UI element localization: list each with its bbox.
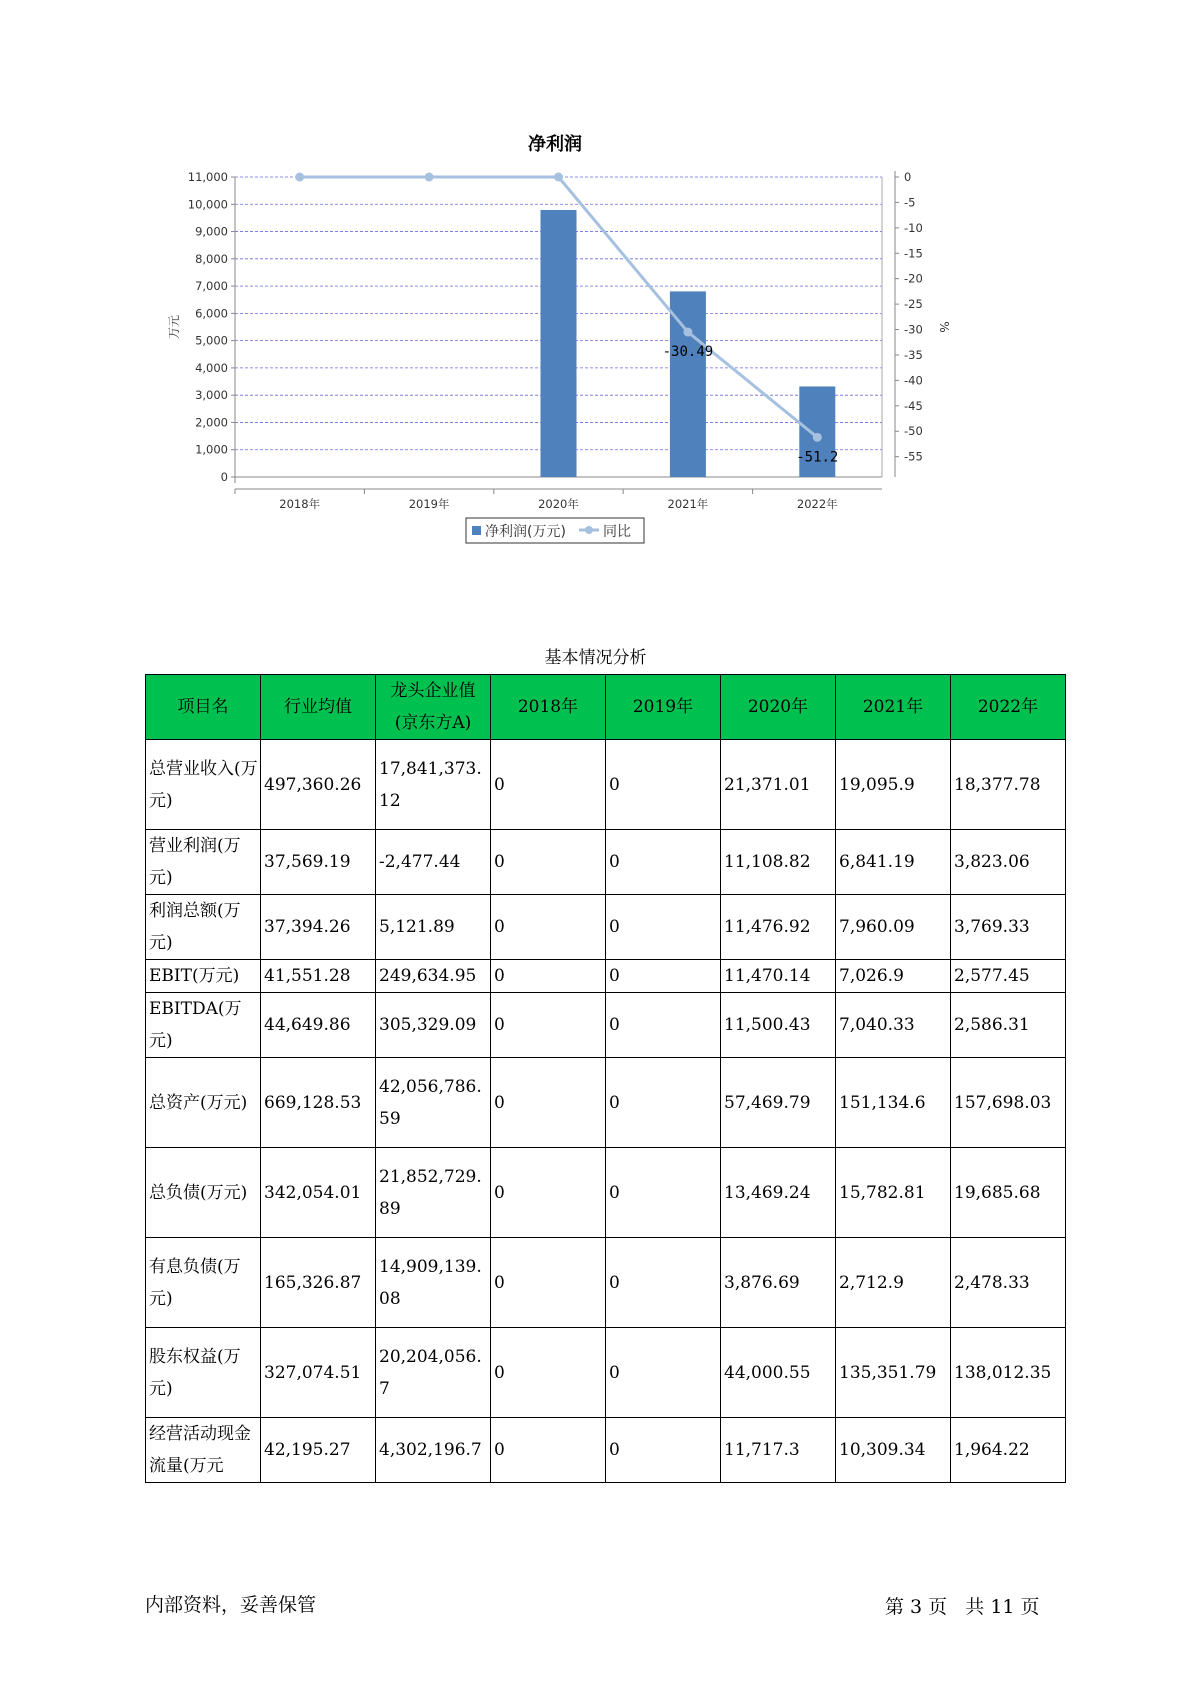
table-cell: 497,360.26	[261, 740, 376, 830]
table-header-cell: 项目名	[146, 675, 261, 740]
y2-tick-label: -45	[904, 398, 923, 413]
table-row	[146, 1058, 1066, 1148]
table-row	[146, 1418, 1066, 1483]
table-cell: 18,377.78	[951, 740, 1066, 830]
table-cell: 0	[491, 830, 606, 895]
yoy-point	[425, 173, 434, 182]
table-cell: 0	[491, 740, 606, 830]
table-cell: 21,371.01	[721, 740, 836, 830]
table-cell: 151,134.6	[836, 1058, 951, 1148]
table-cell: 21,852,729.89	[376, 1148, 491, 1238]
table-cell: 5,121.89	[376, 895, 491, 960]
yoy-point	[683, 328, 692, 337]
table-cell: 3,769.33	[951, 895, 1066, 960]
row-label-cell: EBIT(万元)	[146, 960, 261, 993]
y-tick-label: 3,000	[195, 388, 228, 403]
y-tick-label: 11,000	[187, 170, 228, 184]
bar	[541, 210, 577, 477]
table-cell: 342,054.01	[261, 1148, 376, 1238]
table-row	[146, 993, 1066, 1058]
y2-tick-label: -10	[904, 220, 923, 235]
table-cell: 41,551.28	[261, 960, 376, 993]
y2-tick-label: -20	[904, 271, 923, 286]
table-cell: 17,841,373.12	[376, 740, 491, 830]
x-tick-label: 2018年	[279, 497, 321, 511]
table-cell: 0	[491, 993, 606, 1058]
legend-line-marker	[585, 526, 593, 534]
yoy-point	[813, 433, 822, 442]
table-cell: 2,577.45	[951, 960, 1066, 993]
footer-confidential: 内部资料，妥善保管	[145, 1594, 317, 1616]
table-cell: 0	[606, 1418, 721, 1483]
table-cell: 0	[606, 740, 721, 830]
y-tick-label: 0	[220, 470, 228, 484]
table-cell: 0	[606, 960, 721, 993]
table-header-cell: 2021年	[836, 675, 951, 740]
row-label-cell: 总营业收入(万元)	[146, 740, 261, 830]
y2-tick-label: -25	[904, 297, 923, 312]
table-cell: 0	[491, 895, 606, 960]
table-cell: 138,012.35	[951, 1328, 1066, 1418]
table-cell: 7,040.33	[836, 993, 951, 1058]
y-tick-label: 6,000	[195, 306, 228, 321]
table-cell: 37,394.26	[261, 895, 376, 960]
y2-tick-label: -50	[904, 424, 923, 439]
table-cell: 0	[491, 1418, 606, 1483]
table-cell: 11,476.92	[721, 895, 836, 960]
row-label-cell: EBITDA(万元)	[146, 993, 261, 1058]
table-caption: 基本情况分析	[544, 648, 647, 668]
yoy-point	[554, 173, 563, 182]
net-profit-chart	[167, 134, 970, 590]
y2-tick-label: -30	[904, 322, 923, 337]
basic-analysis-table	[145, 674, 1066, 1483]
table-cell: 11,108.82	[721, 830, 836, 895]
y2-tick-label: -55	[904, 449, 923, 464]
table-cell: -2,477.44	[376, 830, 491, 895]
table-cell: 44,000.55	[721, 1328, 836, 1418]
table-cell: 0	[491, 1238, 606, 1328]
table-row	[146, 1328, 1066, 1418]
row-label-cell: 总负债(万元)	[146, 1148, 261, 1238]
table-cell: 14,909,139.08	[376, 1238, 491, 1328]
table-cell: 57,469.79	[721, 1058, 836, 1148]
table-cell: 11,470.14	[721, 960, 836, 993]
table-cell: 157,698.03	[951, 1058, 1066, 1148]
table-cell: 44,649.86	[261, 993, 376, 1058]
table-row	[146, 740, 1066, 830]
y-tick-label: 8,000	[195, 251, 228, 266]
row-label-cell: 总资产(万元)	[146, 1058, 261, 1148]
table-header-cell: 行业均值	[261, 675, 376, 740]
x-tick-label: 2022年	[796, 497, 838, 511]
chart-title: 净利润	[528, 134, 582, 155]
y-axis-label: 万元	[167, 314, 181, 340]
y-tick-label: 1,000	[195, 442, 228, 457]
table-cell: 135,351.79	[836, 1328, 951, 1418]
y-tick-label: 2,000	[195, 415, 228, 430]
table-cell: 20,204,056.7	[376, 1328, 491, 1418]
table-header-cell: 龙头企业值(京东方A)	[376, 675, 491, 740]
table-cell: 10,309.34	[836, 1418, 951, 1483]
table-cell: 669,128.53	[261, 1058, 376, 1148]
table-cell: 0	[606, 830, 721, 895]
table-row	[146, 1148, 1066, 1238]
x-tick-label: 2021年	[667, 497, 709, 511]
table-header-cell: 2020年	[721, 675, 836, 740]
table-cell: 3,876.69	[721, 1238, 836, 1328]
table-row	[146, 895, 1066, 960]
table-cell: 0	[606, 1148, 721, 1238]
table-cell: 11,500.43	[721, 993, 836, 1058]
table-header-row	[146, 675, 1066, 740]
table-cell: 2,478.33	[951, 1238, 1066, 1328]
y2-tick-label: -15	[904, 246, 923, 261]
row-label-cell: 经营活动现金流量(万元	[146, 1418, 261, 1483]
row-label-cell: 有息负债(万元)	[146, 1238, 261, 1328]
y-tick-label: 4,000	[195, 360, 228, 375]
table-cell: 3,823.06	[951, 830, 1066, 895]
table-cell: 0	[491, 1148, 606, 1238]
table-row	[146, 830, 1066, 895]
chart-canvas	[167, 134, 970, 590]
table-cell: 2,712.9	[836, 1238, 951, 1328]
y2-tick-label: -35	[904, 347, 923, 362]
y-tick-label: 5,000	[195, 333, 228, 348]
table-cell: 2,586.31	[951, 993, 1066, 1058]
yoy-data-label: -30.49	[662, 344, 714, 361]
table-header-cell: 2019年	[606, 675, 721, 740]
table-cell: 0	[491, 960, 606, 993]
table-cell: 15,782.81	[836, 1148, 951, 1238]
table-header-cell: 2022年	[951, 675, 1066, 740]
y2-tick-label: -5	[904, 195, 916, 210]
footer-page-number: 第 3 页 共 11 页	[885, 1596, 1040, 1618]
table-cell: 327,074.51	[261, 1328, 376, 1418]
table-cell: 42,056,786.59	[376, 1058, 491, 1148]
yoy-data-label: -51.2	[796, 449, 839, 466]
table-cell: 6,841.19	[836, 830, 951, 895]
table-cell: 7,026.9	[836, 960, 951, 993]
x-tick-label: 2020年	[538, 497, 579, 511]
y2-axis-label: %	[937, 321, 951, 333]
row-label-cell: 利润总额(万元)	[146, 895, 261, 960]
table-cell: 11,717.3	[721, 1418, 836, 1483]
y-tick-label: 9,000	[195, 224, 228, 239]
table-cell: 19,095.9	[836, 740, 951, 830]
table-cell: 0	[606, 1328, 721, 1418]
table-cell: 249,634.95	[376, 960, 491, 993]
y2-tick-label: 0	[904, 170, 912, 184]
table-cell: 37,569.19	[261, 830, 376, 895]
table-cell: 0	[606, 993, 721, 1058]
row-label-cell: 营业利润(万元)	[146, 830, 261, 895]
table-cell: 13,469.24	[721, 1148, 836, 1238]
legend-bar-swatch	[472, 526, 481, 535]
yoy-point	[295, 173, 304, 182]
table-cell: 0	[606, 1058, 721, 1148]
legend-line-label: 同比	[603, 524, 631, 540]
table-row	[146, 960, 1066, 993]
table-cell: 42,195.27	[261, 1418, 376, 1483]
table-cell: 0	[606, 1238, 721, 1328]
table-header-cell: 2018年	[491, 675, 606, 740]
legend-bar-label: 净利润(万元)	[485, 524, 566, 540]
table-cell: 7,960.09	[836, 895, 951, 960]
row-label-cell: 股东权益(万元)	[146, 1328, 261, 1418]
table-cell: 0	[606, 895, 721, 960]
table-cell: 0	[491, 1328, 606, 1418]
table-cell: 19,685.68	[951, 1148, 1066, 1238]
table-cell: 4,302,196.7	[376, 1418, 491, 1483]
table-body	[146, 740, 1066, 1483]
table-cell: 165,326.87	[261, 1238, 376, 1328]
table-cell: 0	[491, 1058, 606, 1148]
table-cell: 305,329.09	[376, 993, 491, 1058]
table-row	[146, 1238, 1066, 1328]
table-cell: 1,964.22	[951, 1418, 1066, 1483]
y2-tick-label: -40	[904, 373, 923, 388]
x-tick-label: 2019年	[408, 497, 450, 511]
y-tick-label: 7,000	[195, 279, 228, 294]
y-tick-label: 10,000	[187, 197, 228, 212]
